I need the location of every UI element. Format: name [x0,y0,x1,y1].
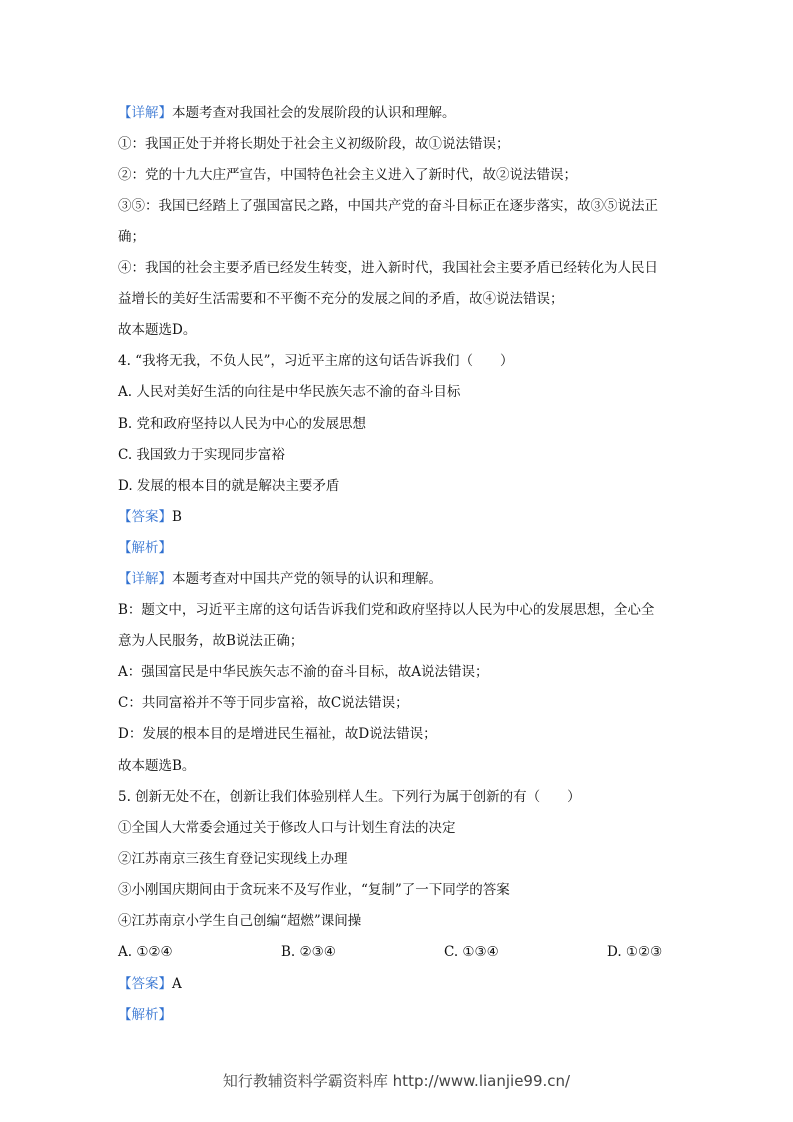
question-5-option-c: C. ①③④ [444,944,499,960]
explanation-line: ①：我国正处于并将长期处于社会主义初级阶段，故①说法错误； [118,136,510,152]
explanation-line: A：强国富民是中华民族矢志不渝的奋斗目标，故A说法错误； [118,664,489,680]
question-4-answer [118,508,182,526]
explanation-line: D：发展的根本目的是增进民生福祉，故D说法错误； [118,726,437,742]
detail-line [118,570,442,588]
analysis-tag: 【解析】 [118,1007,172,1023]
explanation-line: ③⑤：我国已经踏上了强国富民之路，中国共产党的奋斗目标正在逐步落实，故③⑤说法正 [118,198,658,214]
question-5-statement: ③小刚国庆期间由于贪玩来不及写作业，“复制”了一下同学的答案 [118,882,510,898]
detail-tag: 【详解】 [118,571,172,587]
footer-watermark: 知行教辅资料学霸资料库 http://www.lianjie99.cn/ [222,1072,571,1090]
explanation-line: 益增长的美好生活需要和不平衡不充分的发展之间的矛盾，故④说法错误； [118,291,564,307]
answer-tag: 【答案】 [118,976,172,992]
explanation-line: 确； [118,229,145,245]
detail-line [118,104,456,122]
explanation-line: 意为人民服务，故B说法正确； [118,633,304,649]
conclusion-line: 故本题选D。 [118,322,197,338]
question-4-stem: 4. “我将无我，不负人民”，习近平主席的这句话告诉我们（ ） [118,353,514,369]
question-5-analysis-tag [118,1006,172,1024]
conclusion-line: 故本题选B。 [118,758,196,774]
explanation-line: C：共同富裕并不等于同步富裕，故C说法错误； [118,695,409,711]
detail-text: 本题考查对我国社会的发展阶段的认识和理解。 [172,105,456,121]
question-5-statement: ①全国人大常委会通过关于修改人口与计划生育法的决定 [118,820,456,836]
question-5-option-b: B. ②③④ [281,944,336,960]
detail-text: 本题考查对中国共产党的领导的认识和理解。 [172,571,442,587]
explanation-line: ②：党的十九大庄严宣告，中国特色社会主义进入了新时代，故②说法错误； [118,167,577,183]
question-5-statement: ④江苏南京小学生自己创编“超燃”课间操 [118,913,362,929]
question-4-option-c: C. 我国致力于实现同步富裕 [118,447,285,463]
question-5-option-a: A. ①②④ [118,944,173,960]
question-5-answer [118,975,182,993]
question-5-option-d: D. ①②③ [607,944,663,960]
answer-value: B [172,509,182,525]
question-4-option-d: D. 发展的根本目的就是解决主要矛盾 [118,478,340,494]
question-4-analysis-tag [118,539,172,557]
analysis-tag: 【解析】 [118,540,172,556]
question-5-stem: 5. 创新无处不在，创新让我们体验别样人生。下列行为属于创新的有（ ） [118,789,581,805]
answer-value: A [172,976,182,992]
question-4-option-b: B. 党和政府坚持以人民为中心的发展思想 [118,416,367,432]
answer-tag: 【答案】 [118,509,172,525]
detail-tag: 【详解】 [118,105,172,121]
explanation-line: B：题文中，习近平主席的这句话告诉我们党和政府坚持以人民为中心的发展思想，全心全 [118,602,655,618]
explanation-line: ④：我国的社会主要矛盾已经发生转变，进入新时代，我国社会主要矛盾已经转化为人民日 [118,260,658,276]
question-5-statement: ②江苏南京三孩生育登记实现线上办理 [118,851,348,867]
question-4-option-a: A. 人民对美好生活的向往是中华民族矢志不渝的奋斗目标 [118,384,461,400]
